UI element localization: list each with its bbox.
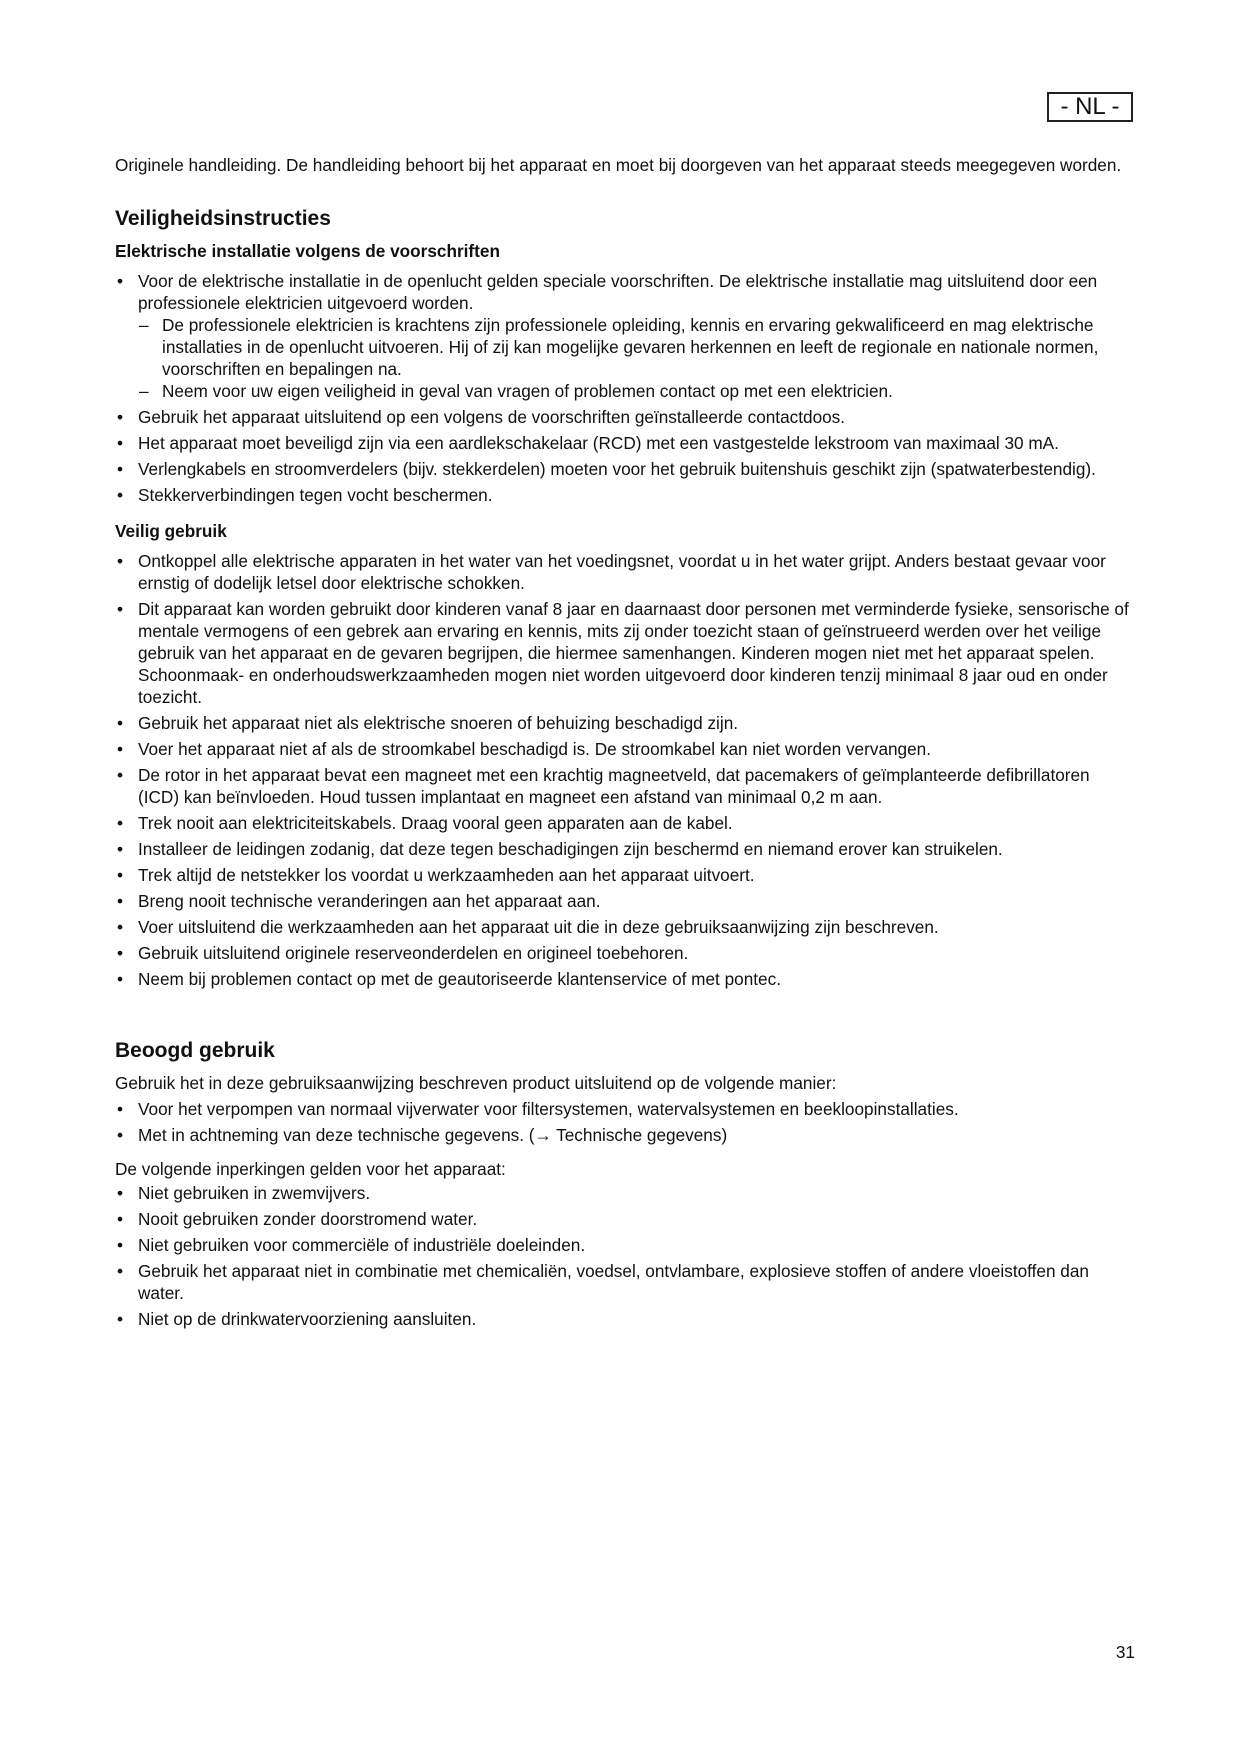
list-item-text: Verlengkabels en stroomverdelers (bijv. stekkerdelen) moeten voor het gebruik buitenshuis geschikt zijn (spatwaterbestendig). xyxy=(138,459,1096,479)
list-item-text: Gebruik uitsluitend originele reserveonderdelen en origineel toebehoren. xyxy=(138,943,689,963)
bullet-icon: • xyxy=(117,1309,124,1329)
bullet-icon: • xyxy=(117,813,124,833)
bullet-icon: • xyxy=(117,599,124,619)
list-item xyxy=(115,916,1135,938)
list-item-text: Niet op de drinkwatervoorziening aansluiten. xyxy=(138,1309,477,1329)
list-item xyxy=(115,598,1135,708)
list-item-text: Niet gebruiken in zwemvijvers. xyxy=(138,1183,371,1203)
list-item xyxy=(115,550,1135,594)
list-item xyxy=(115,1260,1135,1304)
sub-list-item-text: Neem voor uw eigen veiligheid in geval van vragen of problemen contact op met een elektricien. xyxy=(162,381,893,401)
list-item-text: Nooit gebruiken zonder doorstromend water. xyxy=(138,1209,478,1229)
bullet-icon: • xyxy=(117,969,124,989)
bullet-icon: • xyxy=(117,1261,124,1281)
electrical-sub-list xyxy=(138,314,1135,402)
sub-list-item-text: De professionele elektricien is krachtens zijn professionele opleiding, kennis en ervaring gekwalificeerd en mag elektrische installaties in de openlucht uitvoeren. Hij of zij kan mogelijke gevaren herkennen en leeft de regionale en nationale normen, voorschriften en bepalingen na. xyxy=(162,315,1099,379)
list-item-text: Voer het apparaat niet af als de stroomkabel beschadigd is. De stroomkabel kan niet worden vervangen. xyxy=(138,739,932,759)
list-item xyxy=(115,406,1135,428)
sub-list-item xyxy=(138,380,1135,402)
safety-heading: Veiligheidsinstructies xyxy=(115,207,331,230)
list-item xyxy=(115,270,1135,402)
list-item xyxy=(115,712,1135,734)
restrictions-intro: De volgende inperkingen gelden voor het apparaat: xyxy=(115,1159,506,1179)
language-badge: - NL - xyxy=(1047,92,1133,122)
list-item xyxy=(115,942,1135,964)
bullet-icon: • xyxy=(117,485,124,505)
document-body xyxy=(115,154,1135,1334)
electrical-list xyxy=(115,270,1135,506)
bullet-icon: • xyxy=(117,1125,124,1145)
intended-use-list xyxy=(115,1098,1135,1146)
bullet-icon: • xyxy=(117,271,124,291)
safe-use-subheading: Veilig gebruik xyxy=(115,521,227,541)
bullet-icon: • xyxy=(117,1235,124,1255)
list-item xyxy=(115,458,1135,480)
list-item xyxy=(115,484,1135,506)
list-item-text: Neem bij problemen contact op met de geautoriseerde klantenservice of met pontec. xyxy=(138,969,781,989)
list-item-text: Gebruik het apparaat uitsluitend op een volgens de voorschriften geïnstalleerde contactdoos. xyxy=(138,407,846,427)
bullet-icon: • xyxy=(117,407,124,427)
list-item xyxy=(115,812,1135,834)
bullet-icon: • xyxy=(117,1099,124,1119)
list-item-text: De rotor in het apparaat bevat een magneet met een krachtig magneetveld, dat pacemakers of geïmplanteerde defibrillatoren (ICD) kan beïnvloeden. Houd tussen implantaat en magneet een afstand van minimaal 0,2 m aan. xyxy=(138,765,1090,807)
list-item xyxy=(115,890,1135,912)
list-item xyxy=(115,838,1135,860)
bullet-icon: • xyxy=(117,891,124,911)
list-item-text: Installeer de leidingen zodanig, dat deze tegen beschadigingen zijn beschermd en niemand erover kan struikelen. xyxy=(138,839,1003,859)
list-item xyxy=(115,1234,1135,1256)
bullet-icon: • xyxy=(117,765,124,785)
bullet-icon: • xyxy=(117,917,124,937)
list-item xyxy=(115,1124,1135,1146)
bullet-icon: • xyxy=(117,943,124,963)
list-item xyxy=(115,738,1135,760)
list-item-text: Gebruik het apparaat niet in combinatie met chemicaliën, voedsel, ontvlambare, explosieve stoffen of andere vloeistoffen dan water. xyxy=(138,1261,1089,1303)
bullet-icon: • xyxy=(117,433,124,453)
bullet-icon: • xyxy=(117,865,124,885)
list-item-text: Voer uitsluitend die werkzaamheden aan het apparaat uit die in deze gebruiksaanwijzing zijn beschreven. xyxy=(138,917,939,937)
list-item-text: Stekkerverbindingen tegen vocht beschermen. xyxy=(138,485,493,505)
list-item-text: Het apparaat moet beveiligd zijn via een aardlekschakelaar (RCD) met een vastgestelde lekstroom van maximaal 30 mA. xyxy=(138,433,1059,453)
list-item xyxy=(115,968,1135,990)
list-item-text: Ontkoppel alle elektrische apparaten in het water van het voedingsnet, voordat u in het water grijpt. Anders bestaat gevaar voor ernstig of dodelijk letsel door elektrische schokken. xyxy=(138,551,1106,593)
intended-use-intro: Gebruik het in deze gebruiksaanwijzing beschreven product uitsluitend op de volgende manier: xyxy=(115,1073,837,1093)
restrictions-list xyxy=(115,1182,1135,1330)
list-item xyxy=(115,1208,1135,1230)
intended-use-heading: Beoogd gebruik xyxy=(115,1039,275,1062)
bullet-icon: • xyxy=(117,1209,124,1229)
list-item-text: Trek altijd de netstekker los voordat u werkzaamheden aan het apparaat uitvoert. xyxy=(138,865,755,885)
list-item-text: Niet gebruiken voor commerciële of industriële doeleinden. xyxy=(138,1235,586,1255)
dash-icon: – xyxy=(139,315,149,335)
dash-icon: – xyxy=(139,381,149,401)
list-item xyxy=(115,1182,1135,1204)
page-number: 31 xyxy=(1115,1642,1135,1662)
intro-paragraph: Originele handleiding. De handleiding behoort bij het apparaat en moet bij doorgeven van het apparaat steeds meegegeven worden. xyxy=(115,155,1122,175)
bullet-icon: • xyxy=(117,739,124,759)
bullet-icon: • xyxy=(117,551,124,571)
bullet-icon: • xyxy=(117,459,124,479)
list-item xyxy=(115,864,1135,886)
list-item xyxy=(115,1098,1135,1120)
sub-list-item xyxy=(138,314,1135,380)
list-item-text: Voor de elektrische installatie in de openlucht gelden speciale voorschriften. De elektrische installatie mag uitsluitend door een professionele elektricien uitgevoerd worden. xyxy=(138,271,1098,313)
list-item-text: Gebruik het apparaat niet als elektrische snoeren of behuizing beschadigd zijn. xyxy=(138,713,739,733)
bullet-icon: • xyxy=(117,839,124,859)
safe-use-list xyxy=(115,550,1135,990)
list-item-text: Breng nooit technische veranderingen aan het apparaat aan. xyxy=(138,891,601,911)
list-item-text: Met in achtneming van deze technische gegevens. (→ Technische gegevens) xyxy=(138,1125,728,1145)
electrical-subheading: Elektrische installatie volgens de voorschriften xyxy=(115,241,500,261)
list-item xyxy=(115,432,1135,454)
list-item-text: Voor het verpompen van normaal vijverwater voor filtersystemen, watervalsystemen en beekloopinstallaties. xyxy=(138,1099,959,1119)
bullet-icon: • xyxy=(117,713,124,733)
list-item xyxy=(115,764,1135,808)
list-item xyxy=(115,1308,1135,1330)
list-item-text: Trek nooit aan elektriciteitskabels. Draag vooral geen apparaten aan de kabel. xyxy=(138,813,733,833)
bullet-icon: • xyxy=(117,1183,124,1203)
list-item-text: Dit apparaat kan worden gebruikt door kinderen vanaf 8 jaar en daarnaast door personen met verminderde fysieke, sensorische of mentale vermogens of een gebrek aan ervaring en kennis, mits zij onder toezicht staan of geïnstrueerd werden over het veilige gebruik van het apparaat en de gevaren begrijpen, die hiermee samenhangen. Kinderen mogen niet met het apparaat spelen. Schoonmaak- en onderhoudswerkzaamheden mogen niet worden uitgevoerd door kinderen tenzij minimaal 8 jaar oud en onder toezicht. xyxy=(138,599,1129,707)
